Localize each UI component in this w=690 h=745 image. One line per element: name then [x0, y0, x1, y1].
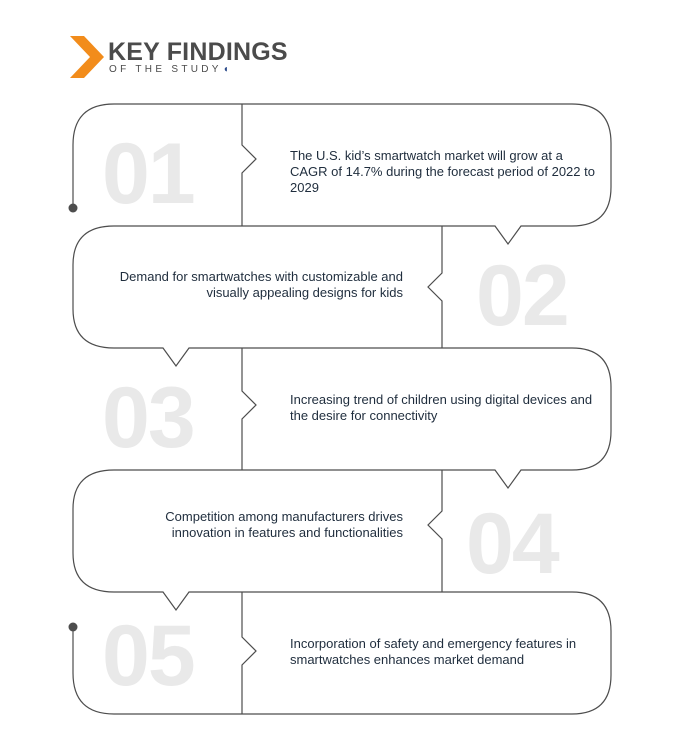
start-dot	[69, 204, 78, 213]
page-title: KEY FINDINGS	[108, 38, 288, 66]
finding-text-02: Demand for smartwatches with customizable and visually appealing designs for kids	[119, 269, 403, 300]
page-subtitle-text: OF THE STUDY	[109, 64, 222, 75]
finding-number-02: 02	[476, 248, 568, 344]
divider-04	[428, 470, 442, 592]
divider-02	[428, 226, 442, 348]
divider-03	[242, 348, 256, 470]
divider-01	[242, 104, 256, 226]
finding-text-03: Increasing trend of children using digital devices and the desire for connectivity	[290, 392, 593, 423]
divider-05	[242, 592, 256, 714]
end-dot	[69, 623, 78, 632]
finding-number-05: 05	[102, 608, 194, 704]
finding-text-01: The U.S. kid’s smartwatch market will grow at a CAGR of 14.7% during the forecast period of 2022 to 2029	[290, 148, 595, 195]
finding-text-05: Incorporation of safety and emergency features in smartwatches enhances market demand	[290, 636, 577, 667]
finding-number-04: 04	[466, 496, 558, 592]
finding-number-01: 01	[102, 126, 194, 222]
finding-text-04: Competition among manufacturers drives innovation in features and functionalities	[165, 509, 403, 540]
moon-icon: ◖	[222, 64, 229, 75]
finding-number-03: 03	[102, 370, 194, 466]
